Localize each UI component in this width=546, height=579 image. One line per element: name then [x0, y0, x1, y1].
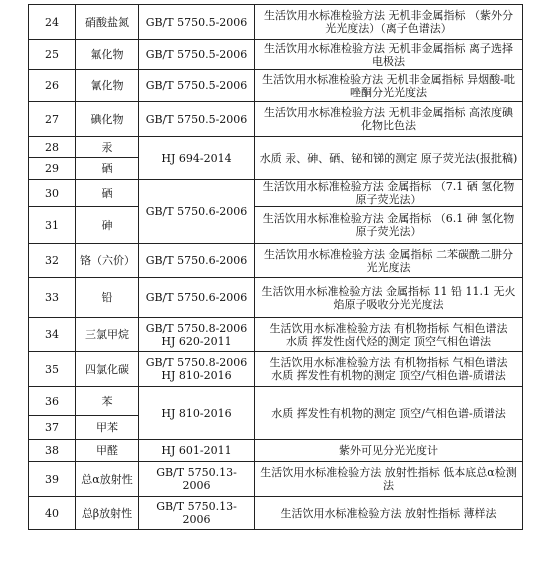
method-text: 生活饮用水标准检验方法 无机非金属指标 离子选择电极法: [255, 40, 523, 70]
method-text: 生活饮用水标准检验方法 无机非金属指标 （紫外分光光度法）（离子色谱法）: [255, 5, 523, 40]
standard-code: HJ 601-2011: [139, 440, 255, 462]
standard-code: GB/T 5750.13-2006: [139, 462, 255, 497]
method-text: 水质 挥发性有机物的测定 顶空/气相色谱-质谱法: [255, 387, 523, 440]
table-row: [29, 102, 523, 137]
item-name: 铬（六价）: [76, 244, 139, 278]
method-text: 生活饮用水标准检验方法 金属指标 （7.1 硒 氢化物原子荧光法）: [255, 180, 523, 207]
method-text: 水质 挥发性卤代烃的测定 顶空气相色谱法: [286, 334, 491, 348]
table-row: [29, 244, 523, 278]
method-text: 生活饮用水标准检验方法 金属指标 11 铅 11.1 无火焰原子吸收分光光度法: [255, 278, 523, 318]
standard-code: GB/T 5750.6-2006: [139, 180, 255, 244]
row-number: 38: [29, 440, 76, 462]
method-text: 生活饮用水标准检验方法 有机物指标 气相色谱法: [269, 321, 508, 335]
row-number: 30: [29, 180, 76, 207]
item-name: 甲醛: [76, 440, 139, 462]
row-number: 36: [29, 387, 76, 416]
item-name: 氟化物: [76, 40, 139, 70]
standard-code: GB/T 5750.5-2006: [139, 40, 255, 70]
item-name: 硒: [76, 180, 139, 207]
row-number: 37: [29, 416, 76, 440]
item-name: 砷: [76, 207, 139, 244]
item-name: 硝酸盐氮: [76, 5, 139, 40]
item-name: 四氯化碳: [76, 352, 139, 387]
standard-code: HJ 620-2011: [161, 334, 232, 348]
method-text: 生活饮用水标准检验方法 放射性指标 低本底总α检测法: [255, 462, 523, 497]
standards-table: [28, 4, 523, 530]
row-number: 28: [29, 137, 76, 158]
item-name: 汞: [76, 137, 139, 158]
standard-code: GB/T 5750.5-2006: [139, 102, 255, 137]
standard-code: GB/T 5750.13-2006: [139, 497, 255, 530]
method-text: 水质 汞、砷、硒、铋和锑的测定 原子荧光法(报批稿): [255, 137, 523, 180]
standard-code: GB/T 5750.6-2006: [139, 244, 255, 278]
standard-code: GB/T 5750.8-2006: [145, 321, 248, 335]
table-row: [29, 137, 523, 158]
table-row: [29, 462, 523, 497]
table-row: [29, 278, 523, 318]
table-row: [29, 40, 523, 70]
table-row: [29, 70, 523, 102]
method-list: [255, 352, 523, 387]
method-text: 水质 挥发性有机物的测定 顶空/气相色谱-质谱法: [271, 369, 506, 382]
table-row: [29, 5, 523, 40]
row-number: 34: [29, 318, 76, 352]
table-row: [29, 207, 523, 244]
item-name: 甲苯: [76, 416, 139, 440]
row-number: 32: [29, 244, 76, 278]
item-name: 硒: [76, 158, 139, 180]
standard-code: GB/T 5750.5-2006: [139, 70, 255, 102]
row-number: 27: [29, 102, 76, 137]
method-text: 生活饮用水标准检验方法 有机物指标 气相色谱法: [269, 356, 508, 369]
method-text: 生活饮用水标准检验方法 无机非金属指标 高浓度碘化物比色法: [255, 102, 523, 137]
table-row: [29, 497, 523, 530]
standard-code: HJ 810-2016: [139, 387, 255, 440]
row-number: 24: [29, 5, 76, 40]
table-row: [29, 180, 523, 207]
table-row: [29, 387, 523, 416]
table-row: [29, 352, 523, 387]
table-row: [29, 318, 523, 352]
method-text: 紫外可见分光光度计: [255, 440, 523, 462]
item-name: 总β放射性: [76, 497, 139, 530]
standard-code: GB/T 5750.8-2006: [145, 356, 248, 369]
item-name: 三氯甲烷: [76, 318, 139, 352]
standard-code-list: [139, 318, 255, 352]
item-name: 铅: [76, 278, 139, 318]
row-number: 35: [29, 352, 76, 387]
standard-code: HJ 810-2016: [161, 369, 232, 382]
standard-code: GB/T 5750.5-2006: [139, 5, 255, 40]
method-text: 生活饮用水标准检验方法 金属指标 （6.1 砷 氢化物原子荧光法）: [255, 207, 523, 244]
row-number: 39: [29, 462, 76, 497]
item-name: 氰化物: [76, 70, 139, 102]
method-text: 生活饮用水标准检验方法 放射性指标 薄样法: [255, 497, 523, 530]
standard-code-list: [139, 352, 255, 387]
item-name: 苯: [76, 387, 139, 416]
row-number: 40: [29, 497, 76, 530]
standard-code: GB/T 5750.6-2006: [139, 278, 255, 318]
row-number: 29: [29, 158, 76, 180]
row-number: 33: [29, 278, 76, 318]
item-name: 总α放射性: [76, 462, 139, 497]
table-row: [29, 440, 523, 462]
method-text: 生活饮用水标准检验方法 金属指标 二苯碳酰二肼分光光度法: [255, 244, 523, 278]
item-name: 碘化物: [76, 102, 139, 137]
row-number: 26: [29, 70, 76, 102]
row-number: 31: [29, 207, 76, 244]
method-text: 生活饮用水标准检验方法 无机非金属指标 异烟酸-吡唑酮分光光度法: [255, 70, 523, 102]
row-number: 25: [29, 40, 76, 70]
standard-code: HJ 694-2014: [139, 137, 255, 180]
method-list: [255, 318, 523, 352]
